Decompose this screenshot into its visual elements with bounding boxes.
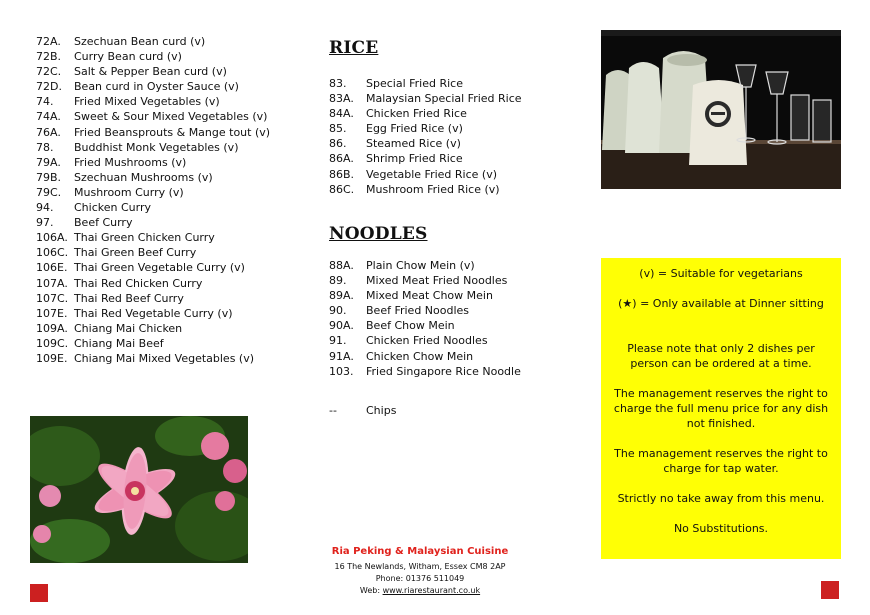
menu-item-name: Buddhist Monk Vegetables (v) [74,140,239,154]
menu-item-number: 86A. [329,152,354,166]
menu-item [329,273,521,288]
menu-item-name: Chiang Mai Beef [74,336,164,350]
restaurant-name: Ria Peking & Malaysian Cuisine [331,546,509,557]
menu-item [329,288,521,303]
no-substitutions-note: No Substitutions. [673,522,769,535]
menu-item-number: 91. [329,334,347,348]
menu-item-name: Beef Chow Mein [366,319,455,333]
website-link[interactable]: www.riarestaurant.co.uk [382,586,481,595]
menu-item-name: Mixed Meat Chow Mein [366,289,493,303]
vegetarian-note: (v) = Suitable for vegetarians [639,267,803,280]
menu-item-number: 72A. [36,35,61,48]
menu-item-name: Thai Red Chicken Curry [74,276,203,290]
notice-box [601,258,841,559]
menu-item [36,200,270,215]
tap-water-note: The management reserves the right to charge for tap water. [614,447,828,475]
menu-item-name: Sweet & Sour Mixed Vegetables (v) [74,110,268,124]
restaurant-phone: Phone: 01376 511049 [375,574,465,583]
rice-heading: RICE [329,38,379,58]
menu-item [329,121,522,136]
menu-item-number: 90. [329,304,347,318]
menu-item-name: Shrimp Fried Rice [366,152,463,166]
menu-item-name: Beef Fried Noodles [366,304,470,318]
menu-item [36,109,270,124]
menu-item-number: 78. [36,140,54,154]
menu-item [329,151,522,166]
menu-item-number: 107A. [36,276,68,290]
menu-item [36,260,270,275]
menu-item-number: -- [329,404,337,417]
menu-item [36,170,270,185]
menu-item-name: Thai Green Beef Curry [74,246,197,260]
menu-item-number: 72D. [36,80,62,94]
menu-item-name: Chiang Mai Chicken [74,321,183,335]
rice-list [329,76,522,197]
menu-item [36,306,270,321]
menu-item-number: 107E. [36,306,68,320]
lily-flower-photo [30,416,248,563]
menu-item [329,167,522,182]
menu-item [329,76,522,91]
menu-item-name: Salt & Pepper Bean curd (v) [74,65,227,79]
menu-item-name: Fried Mushrooms (v) [74,155,187,169]
menu-item-number: 86B. [329,167,355,181]
menu-item-name: Beef Curry [74,216,133,230]
red-square-decoration [30,584,48,602]
menu-item-name: Bean curd in Oyster Sauce (v) [74,80,239,94]
menu-item-number: 91A. [329,349,354,363]
menu-item-name: Chicken Fried Noodles [366,334,488,348]
menu-item-number: 88A. [329,259,354,272]
menu-item-number: 86. [329,137,347,151]
menu-item [36,245,270,260]
menu-item [36,64,270,79]
curry-vegetable-list [36,34,270,366]
menu-item-name: Chicken Chow Mein [366,349,474,363]
web-label: Web: [359,586,383,595]
menu-item [329,349,521,364]
menu-item-number: 97. [36,216,54,230]
menu-item-name: Vegetable Fried Rice (v) [366,167,498,181]
menu-item-name: Szechuan Bean curd (v) [74,35,206,48]
menu-item-number: 72B. [36,50,62,64]
dinner-note: (★) = Only available at Dinner sitting [618,297,824,310]
menu-item-number: 79C. [36,185,62,199]
menu-item [36,215,270,230]
menu-item-name: Chicken Curry [74,201,151,215]
menu-item-number: 79B. [36,170,62,184]
tableware-photo [601,30,841,189]
menu-item-number: 74. [36,95,54,109]
menu-item [36,94,270,109]
chips-item [329,404,396,417]
no-takeaway-note: Strictly no take away from this menu. [617,492,825,505]
menu-item-number: 103. [329,364,354,378]
menu-item [329,364,521,379]
noodles-heading: NOODLES [329,224,428,244]
menu-item-name: Thai Red Beef Curry [74,291,184,305]
menu-item-name: Plain Chow Mein (v) [366,259,475,272]
restaurant-address: 16 The Newlands, Witham, Essex CM8 2AP [334,562,506,571]
menu-item-number: 106C. [36,246,69,260]
menu-item-name: Thai Green Chicken Curry [74,231,215,245]
menu-item-number: 106A. [36,231,68,245]
menu-item-number: 74A. [36,110,61,124]
menu-item-name: Fried Beansprouts & Mange tout (v) [74,125,271,139]
menu-item [36,155,270,170]
menu-item-number: 83A. [329,92,354,106]
menu-item-name: Curry Bean curd (v) [74,50,182,64]
menu-item-name: Mushroom Curry (v) [74,185,184,199]
menu-item [36,49,270,64]
menu-item-name: Malaysian Special Fried Rice [366,92,522,106]
menu-item-number: 84A. [329,107,354,121]
menu-item [36,79,270,94]
menu-item [329,333,521,348]
menu-item-number: 85. [329,122,347,136]
menu-item-number: 94. [36,201,54,215]
red-square-decoration [821,581,839,599]
menu-item-name: Szechuan Mushrooms (v) [74,170,213,184]
menu-item [36,34,270,49]
menu-item-number: 86C. [329,182,355,196]
menu-item-number: 107C. [36,291,69,305]
restaurant-web [280,585,560,597]
menu-item-number: 109C. [36,336,69,350]
menu-item [329,258,521,273]
menu-item-name: Chicken Fried Rice [366,107,467,121]
menu-item [329,106,522,121]
menu-item [329,136,522,151]
menu-item [36,185,270,200]
menu-item-name: Steamed Rice (v) [366,137,461,151]
menu-item [329,182,522,197]
menu-item-number: 83. [329,77,347,90]
menu-item-name: Mixed Meat Fried Noodles [366,274,508,288]
menu-item [36,291,270,306]
two-dishes-note: Please note that only 2 dishes per person can be ordered at a time. [627,342,815,370]
menu-item [36,351,270,366]
menu-item-name: Special Fried Rice [366,77,463,90]
menu-item [36,321,270,336]
menu-item-number: 72C. [36,65,62,79]
menu-item-name: Chips [366,404,397,417]
menu-item-name: Mushroom Fried Rice (v) [366,182,500,196]
restaurant-footer [280,546,560,597]
menu-item [36,336,270,351]
menu-item [36,140,270,155]
menu-item-name: Thai Green Vegetable Curry (v) [74,261,245,275]
menu-item-name: Fried Singapore Rice Noodle [366,364,521,378]
menu-item-number: 89A. [329,289,354,303]
menu-item-name: Thai Red Vegetable Curry (v) [74,306,233,320]
menu-item-number: 76A. [36,125,61,139]
menu-item-number: 109E. [36,351,68,365]
menu-item [329,303,521,318]
menu-item-name: Chiang Mai Mixed Vegetables (v) [74,351,255,365]
menu-item-number: 90A. [329,319,354,333]
menu-item-name: Egg Fried Rice (v) [366,122,463,136]
menu-item-number: 89. [329,274,347,288]
noodles-list [329,258,521,379]
full-price-note: The management reserves the right to charge the full menu price for any dish not finished. [613,387,829,430]
menu-item [329,91,522,106]
menu-item-number: 79A. [36,155,61,169]
menu-item [36,125,270,140]
menu-item-number: 106E. [36,261,68,275]
menu-item [329,318,521,333]
menu-item-name: Fried Mixed Vegetables (v) [74,95,220,109]
menu-item [36,230,270,245]
menu-item-number: 109A. [36,321,68,335]
menu-item [36,276,270,291]
